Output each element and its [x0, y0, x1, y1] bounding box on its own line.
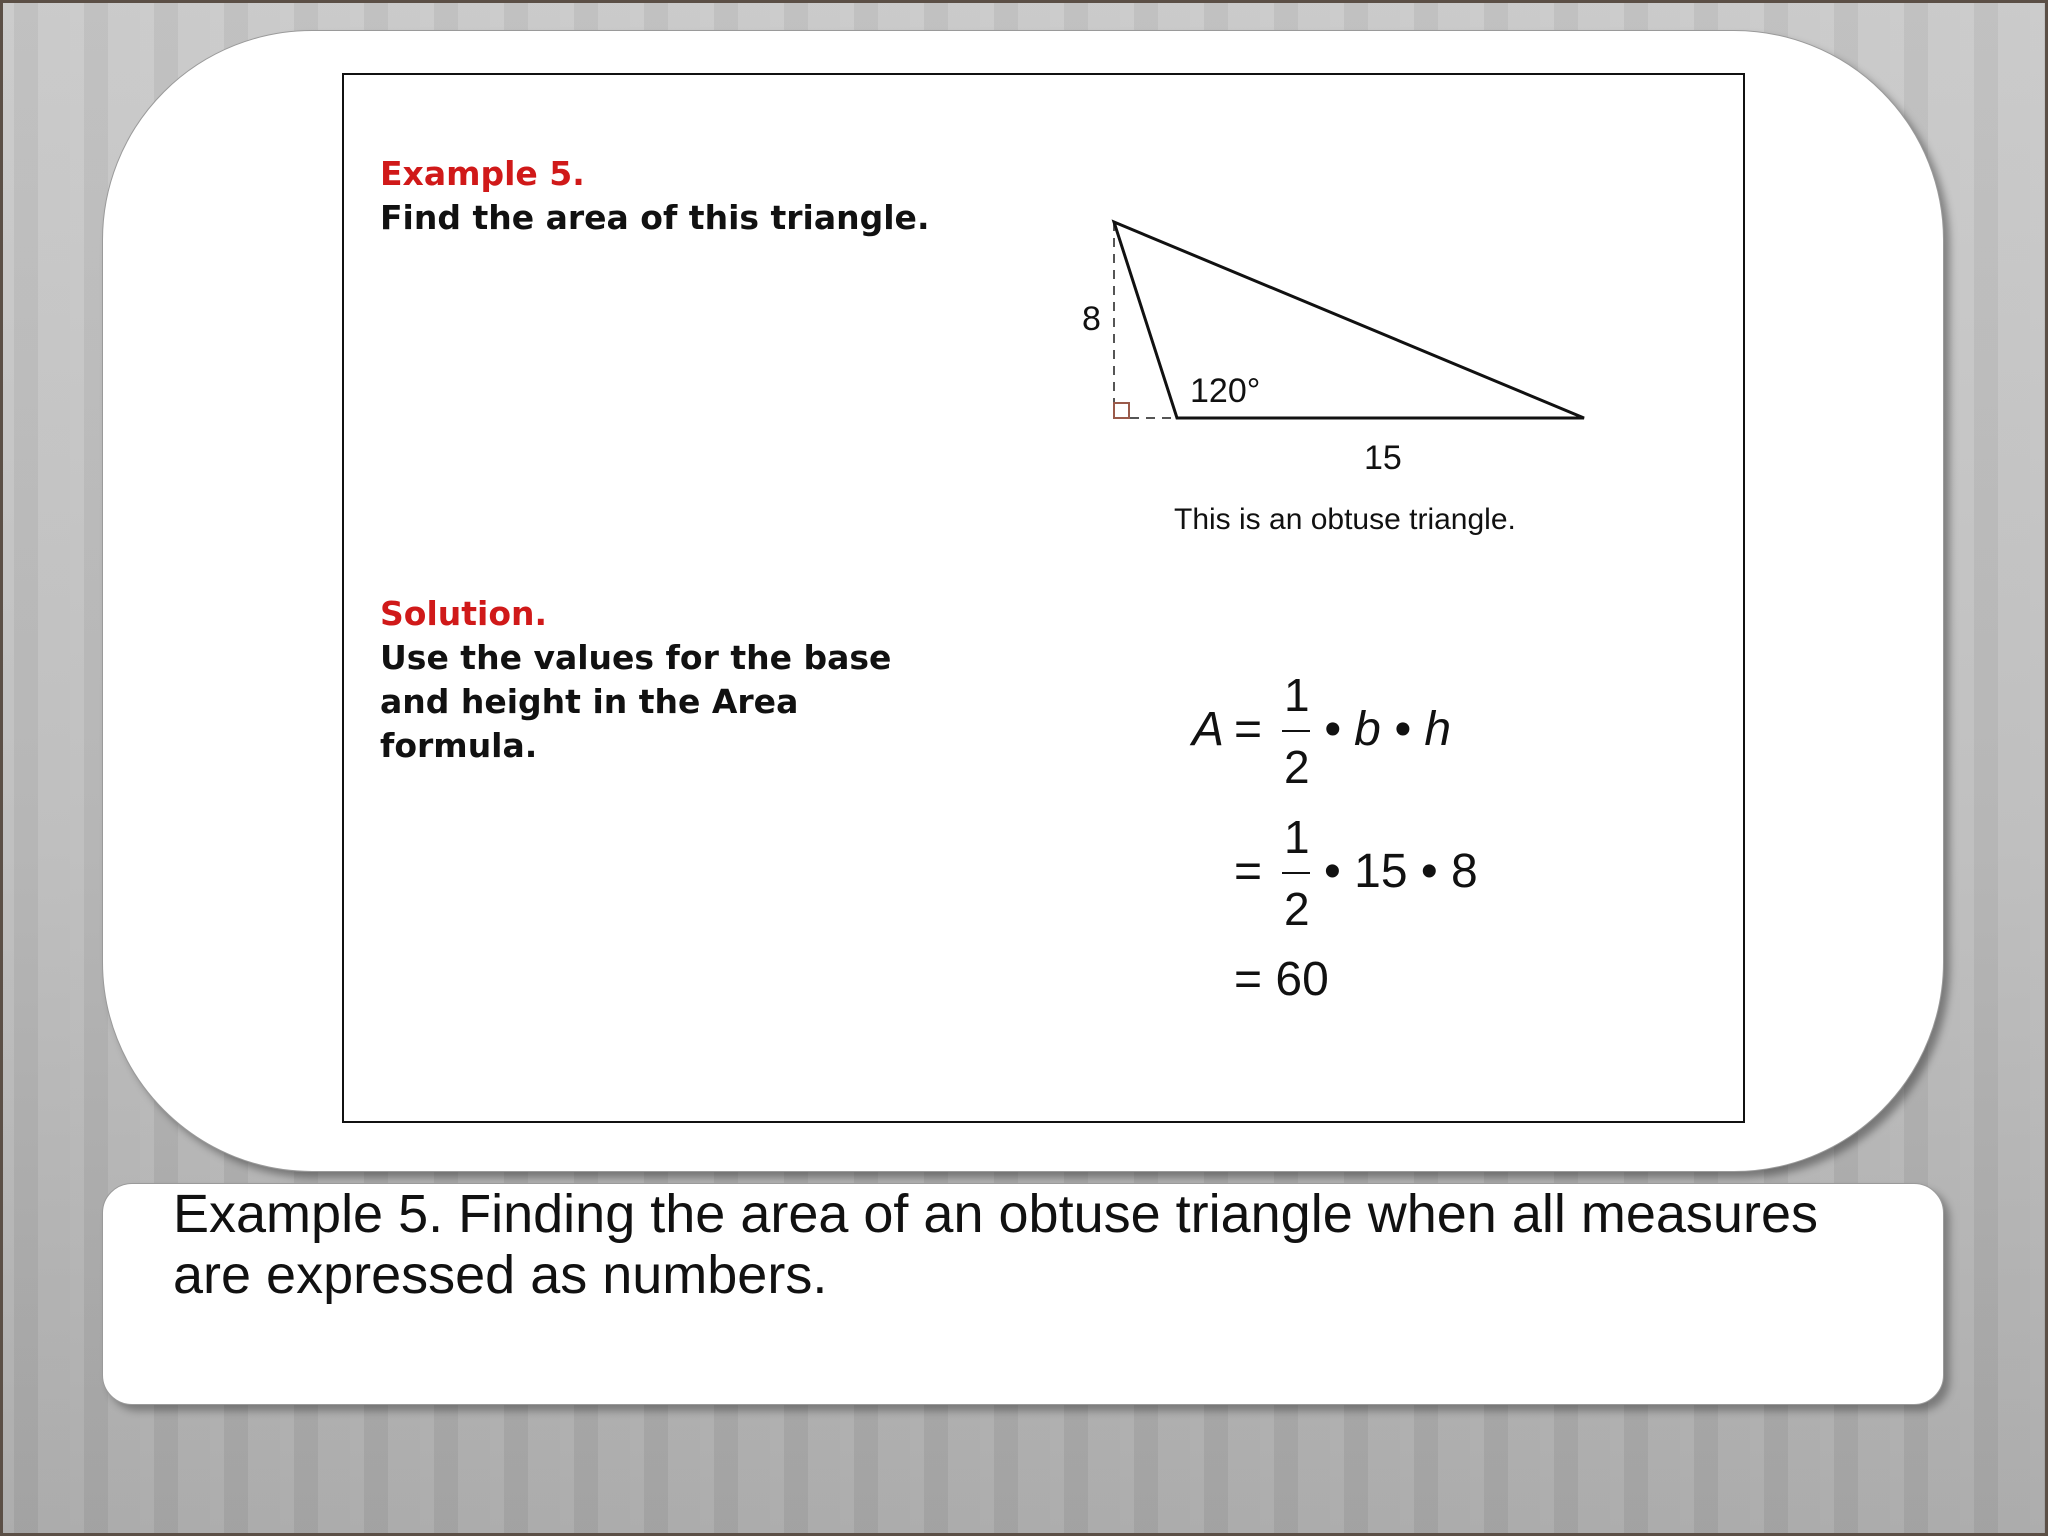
solution-line: formula.	[380, 726, 538, 765]
formula-substitution: • 15 • 8	[1324, 845, 1478, 898]
caption-panel	[102, 1183, 1944, 1405]
height-label: 8	[1082, 300, 1101, 338]
fraction-numerator: 1	[1284, 811, 1310, 863]
example-caption: Example 5. Finding the area of an obtuse triangle when all measures are expressed as numbers.	[173, 1184, 1818, 1305]
formula-area-symbol: A	[1192, 703, 1225, 756]
lesson-slide	[342, 73, 1745, 1123]
fraction-denominator: 2	[1284, 883, 1310, 935]
fraction-numerator: 1	[1284, 669, 1310, 721]
example-question: Find the area of this triangle.	[380, 198, 930, 237]
solution-line: Use the values for the base	[380, 638, 892, 677]
solution-line: and height in the Area	[380, 682, 799, 721]
figure-caption: This is an obtuse triangle.	[1174, 503, 1516, 536]
solution-heading: Solution.	[380, 594, 548, 633]
base-label: 15	[1364, 439, 1402, 477]
formula-equals: =	[1234, 845, 1263, 898]
area-formula	[344, 75, 1744, 1121]
formula-base-height: • b • h	[1324, 703, 1452, 756]
example-heading: Example 5.	[380, 154, 585, 193]
fraction-denominator: 2	[1284, 741, 1310, 793]
formula-equals: =	[1234, 703, 1263, 756]
formula-result: = 60	[1234, 953, 1329, 1006]
angle-label: 120°	[1190, 372, 1261, 410]
